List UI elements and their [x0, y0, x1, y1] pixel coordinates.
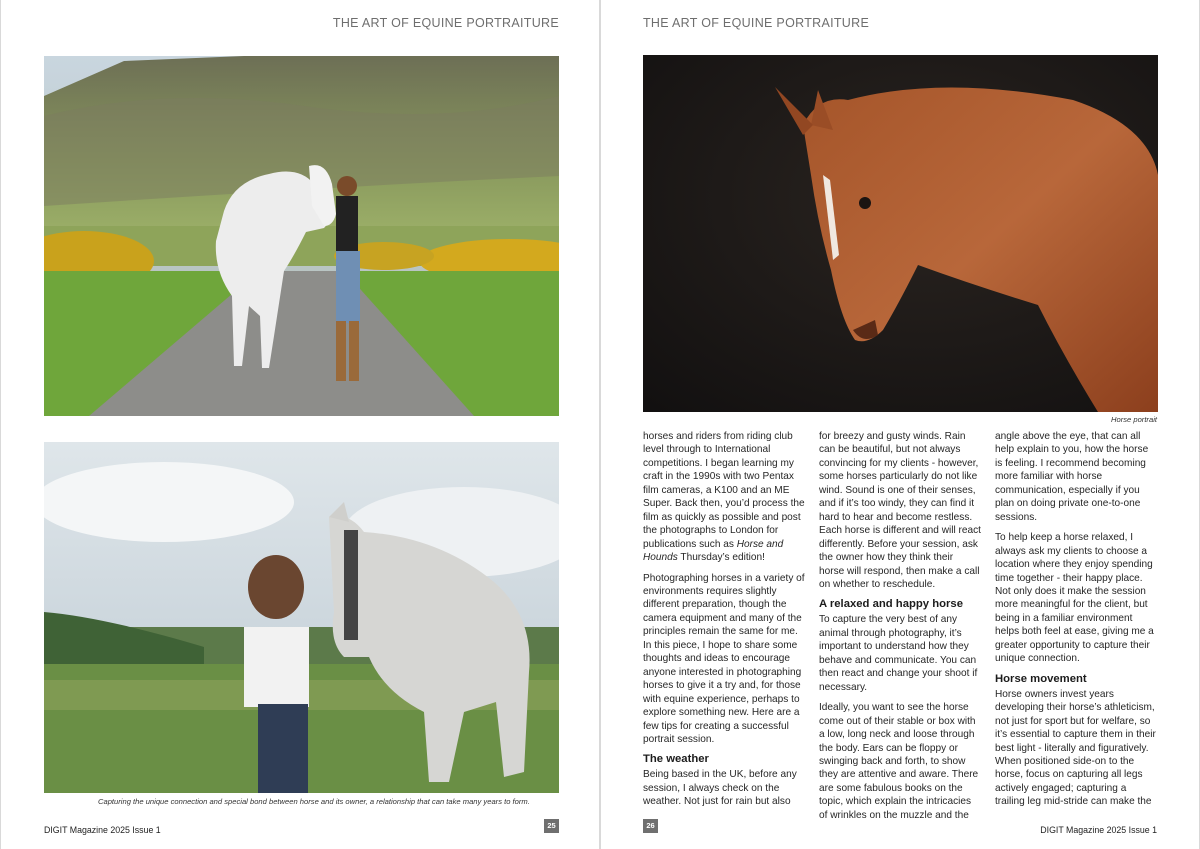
text-column-3 — [995, 430, 1158, 816]
caption-right: Horse portrait — [1110, 415, 1157, 424]
paragraph: Horse owners invest years developing their horse’s athleticism, not just for sport but for welfare, so it’s essential to capture them in their best light - literally and figuratively. When positioned side-on to the horse, focus on capturing all legs actively engaged; capturing a trailing leg mid-stride can make the — [995, 688, 1156, 808]
photo-woman-grey-horse — [44, 442, 559, 793]
page-number-right: 26 — [643, 819, 658, 833]
paragraph: for breezy and gusty winds. Rain can be beautiful, but not always convincing for my clients - however, some horses particularly do not like wind. Sound is one of their senses, and if it’s too windy, they can find it hard to hear and become restless. Each horse is different and will react differently. Before your session, ask the owner how they think their horse will respond, then make a call on whether to reschedule. — [819, 431, 981, 590]
text-column-1 — [643, 430, 805, 816]
running-head-left: THE ART OF EQUINE PORTRAITURE — [332, 16, 559, 30]
paragraph: Ideally, you want to see the horse come out of their stable or box with a low, long neck and loose through the body. Ears can be floppy or swinging back and forth, to show they are attentive and aware. There are some fabulous books on the topic, which explain the intricacies of wrinkles on the muzzle and the — [819, 702, 979, 821]
section-heading-weather: The weather — [643, 753, 709, 766]
paragraph: Being based in the UK, before any session, I always check on the weather. Not just for rain but also — [643, 769, 797, 808]
paragraph: Photographing horses in a variety of environments requires slightly different preparation, though the camera equipment and many of the principles remain the same for me. In this piece, I hope to share some thoughts and ideas to encourage anyone interested in photographing horses to give it a try and, for those with equine experience, perhaps to explore something new. Here are a few tips for creating a successful portrait session. — [643, 572, 805, 745]
photo-horse-rider-road — [44, 56, 559, 416]
running-head-right: THE ART OF EQUINE PORTRAITURE — [643, 16, 870, 30]
photo-horse-portrait — [643, 55, 1158, 412]
left-page — [1, 0, 599, 849]
paragraph: To help keep a horse relaxed, I always ask my clients to choose a location where they enjoy spending time together - their happy place. Not only does it make the session more meaningful for the client, but being in a familiar environment helps both feel at ease, giving me a greater opportunity to capture their unique connection. — [995, 532, 1154, 665]
paragraph: To capture the very best of any animal through photography, it’s important to understand how they behave and communicate. You can then react and change your shoot if necessary. — [819, 614, 978, 693]
paragraph: angle above the eye, that can all help explain to you, how the horse is feeling. I recommend becoming more familiar with horse communication, especially if you plan on doing private one-to-one sessions. — [995, 431, 1149, 523]
caption-left: Capturing the unique connection and special bond between horse and its owner, a relationship that can take many years to form. — [98, 797, 530, 806]
footer-magazine-right: DIGIT Magazine 2025 Issue 1 — [1040, 825, 1157, 835]
footer-magazine-left: DIGIT Magazine 2025 Issue 1 — [44, 825, 161, 835]
section-heading-horse-movement: Horse movement — [995, 672, 1087, 685]
paragraph: horses and riders from riding club level through to International competitions. I began learning my craft in the 1990s with two Pentax film cameras, a K100 and an ME Super. Back then, you’d process the film as quickly as possible and post the photographs to London for publications such as Horse and Hounds Thursday’s edition! — [643, 431, 805, 564]
right-page — [601, 0, 1199, 849]
section-heading-relaxed-horse: A relaxed and happy horse — [819, 598, 963, 611]
text-column-2 — [819, 430, 981, 829]
page-number-left: 25 — [544, 819, 559, 833]
